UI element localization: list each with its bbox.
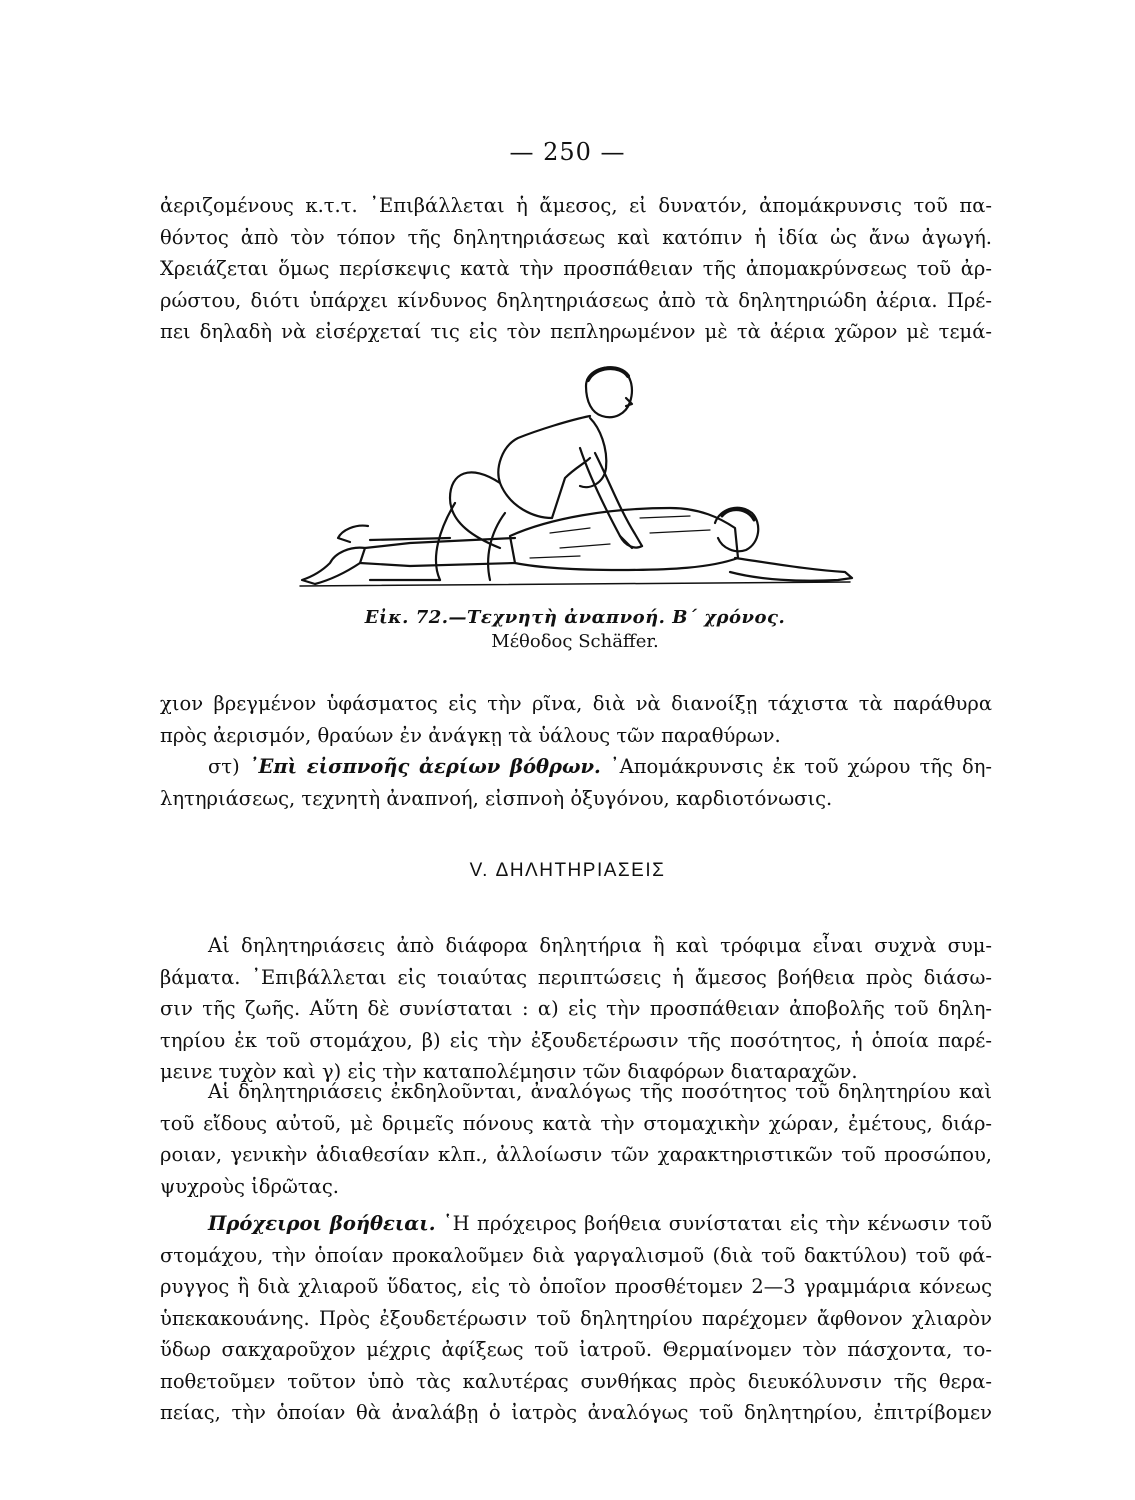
paragraph-3-text: ῾Η πρόχειρος βοήθεια συνίσταται εἰς τὴν κένωσιν τοῦ xyxy=(442,1212,992,1235)
paragraph-1 xyxy=(160,930,992,1088)
text-line: Χρειάζεται ὅμως περίσκεψις κατὰ τὴν προσπάθειαν τῆς ἀπομακρύνσεως τοῦ ἀρ- xyxy=(160,257,992,280)
text-line: ὕδωρ σακχαροῦχον μέχρις ἀφίξεως τοῦ ἰατροῦ. Θερμαίνομεν τὸν πάσχοντα, το- xyxy=(160,1338,992,1361)
text-line: τηρίου ἐκ τοῦ στομάχου, β) εἰς τὴν ἐξουδετέρωσιν τῆς ποσότητος, ἡ ὁποία παρέ- xyxy=(160,1028,992,1052)
figure-caption-title: Εἰκ. 72.—Τεχνητὴ ἀναπνοή. Β΄ χρόνος. xyxy=(364,607,786,628)
text-line: πείας, τὴν ὁποίαν θὰ ἀναλάβῃ ὁ ἰατρὸς ἀναλόγως τοῦ δηλητηρίου, ἐπιτρίβομεν xyxy=(160,1401,992,1424)
section-st-text: ᾿Απομάκρυνσις ἐκ τοῦ χώρου τῆς δη- xyxy=(609,755,992,778)
figure-caption xyxy=(360,606,790,654)
section-heading: V. ΔΗΛΗΤΗΡΙΑΣΕΙΣ xyxy=(469,860,666,881)
text-line: Αἱ δηλητηριάσεις ἐκδηλοῦνται, ἀναλόγως τῆς ποσότητος τοῦ δηλητηρίου καὶ xyxy=(208,1080,992,1103)
artificial-respiration-illustration xyxy=(290,358,870,598)
section-st-line xyxy=(160,751,992,783)
figure-caption-subtitle: Μέθοδος Schäffer. xyxy=(491,631,659,652)
text-line: ρυγγος ἢ διὰ χλιαροῦ ὕδατος, εἰς τὸ ὁποῖον προσθέτομεν 2—3 γραμμάρια κόνεως xyxy=(160,1275,992,1298)
text-line: πρὸς ἀερισμόν, θραύων ἐν ἀνάγκῃ τὰ ὑάλους τῶν παραθύρων. xyxy=(160,723,781,747)
text-line: βάματα. ᾿Επιβάλλεται εἰς τοιαύτας περιπτώσεις ἡ ἄμεσος βοήθεια πρὸς διάσω- xyxy=(160,965,992,989)
section-st-title: ᾿Επὶ εἰσπνοῆς ἀερίων βόθρων. xyxy=(248,755,601,778)
text-line: ποθετοῦμεν τοῦτον ὑπὸ τὰς καλυτέρας συνθήκας πρὸς διευκόλυνσιν τῆς θερα- xyxy=(160,1369,992,1393)
text-line: λητηριάσεως, τεχνητὴ ἀναπνοή, εἰσπνοὴ ὀξυγόνου, καρδιοτόνωσις. xyxy=(160,786,833,810)
text-line: χιον βρεγμένον ὑφάσματος εἰς τὴν ρῖνα, διὰ νὰ διανοίξῃ τάχιστα τὰ παράθυρα xyxy=(160,692,992,715)
middle-paragraph xyxy=(160,688,992,814)
text-line: ροιαν, γενικὴν ἀδιαθεσίαν κλπ., ἀλλοίωσιν τῶν χαρακτηριστικῶν τοῦ προσώπου, xyxy=(160,1143,992,1166)
paragraph-3-title: Πρόχειροι βοήθειαι. xyxy=(208,1212,436,1235)
top-paragraph xyxy=(160,190,992,348)
text-line: μεινε τυχὸν καὶ γ) εἰς τὴν καταπολέμησιν τῶν διαφόρων διαταραχῶν. xyxy=(160,1060,858,1083)
text-line: ἀεριζομένους κ.τ.τ. ᾿Επιβάλλεται ἡ ἄμεσος, εἰ δυνατόν, ἀπομάκρυνσις τοῦ πα- xyxy=(160,194,992,217)
text-line: πει δηλαδὴ νὰ εἰσέρχεταί τις εἰς τὸν πεπληρωμένον μὲ τὰ ἀέρια χῶρον μὲ τεμά- xyxy=(160,320,992,343)
artificial-respiration-figure xyxy=(290,358,870,598)
text-line: σιν τῆς ζωῆς. Αὕτη δὲ συνίσταται : α) εἰς τὴν προσπάθειαν ἀποβολῆς τοῦ δηλη- xyxy=(160,997,992,1020)
text-line: τοῦ εἴδους αὐτοῦ, μὲ δριμεῖς πόνους κατὰ τὴν στομαχικὴν χώραν, ἐμέτους, διάρ- xyxy=(160,1111,992,1135)
paragraph-2 xyxy=(160,1076,992,1202)
paragraph-3 xyxy=(160,1208,992,1429)
text-line: Αἱ δηλητηριάσεις ἀπὸ διάφορα δηλητήρια ἢ καὶ τρόφιμα εἶναι συχνὰ συμ- xyxy=(208,934,992,957)
text-line: θόντος ἀπὸ τὸν τόπον τῆς δηλητηριάσεως καὶ κατόπιν ἡ ἰδία ὡς ἄνω ἀγωγή. xyxy=(160,225,992,249)
text-line: ψυχροὺς ἱδρῶτας. xyxy=(160,1174,339,1198)
text-line: ρώστου, διότι ὑπάρχει κίνδυνος δηλητηριάσεως ἀπὸ τὰ δηλητηριώδη ἀέρια. Πρέ- xyxy=(160,288,992,312)
text-line: ὑπεκακουάνης. Πρὸς ἐξουδετέρωσιν τοῦ δηλητηρίου παρέχομεν ἄφθονον χλιαρὸν xyxy=(160,1306,992,1330)
paragraph-3-first-line xyxy=(160,1208,992,1240)
page-number: — 250 — xyxy=(509,138,626,166)
text-line: στομάχου, τὴν ὁποίαν προκαλοῦμεν διὰ γαργαλισμοῦ (διὰ τοῦ δακτύλου) τοῦ φά- xyxy=(160,1243,992,1267)
section-st-label: στ) xyxy=(208,755,240,778)
